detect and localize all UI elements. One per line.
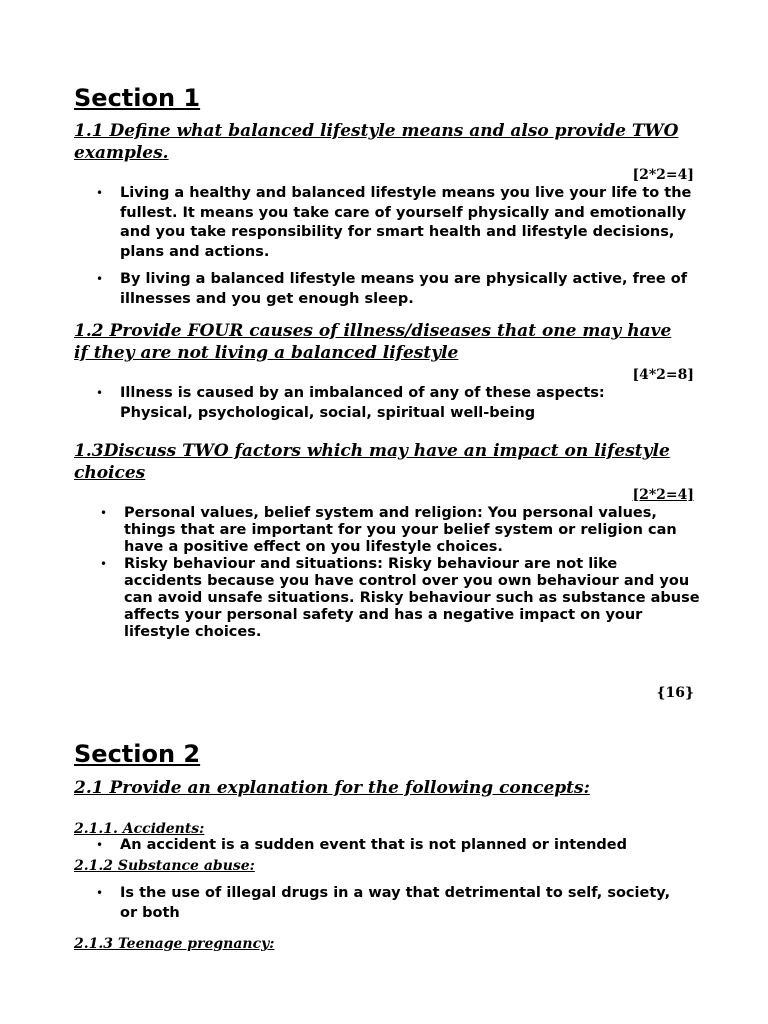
answer-list-2-1-2: [74, 884, 674, 923]
bullet-icon: •: [100, 506, 108, 520]
question-1-1-marks: [2*2=4]: [632, 167, 694, 183]
answer-list-1-3: [74, 505, 700, 641]
bullet-icon: •: [96, 386, 104, 400]
list-item: [74, 270, 700, 309]
question-1-2-marks: [4*2=8]: [632, 367, 694, 383]
list-item: [74, 505, 700, 556]
answer-text: By living a balanced lifestyle means you are physically active, free of illnesses and you get enough sleep.: [120, 271, 688, 307]
answer-text: Personal values, belief system and religion: You personal values, things that are important for you your belief system or religion can have a positive effect on you lifestyle choices.: [124, 505, 677, 555]
question-1-2: 1.2 Provide FOUR causes of illness/diseases that one may have if they are not living a balanced lifestyle: [74, 321, 672, 363]
question-1-3: 1.3Discuss TWO factors which may have an impact on lifestyle choices: [74, 441, 670, 483]
section-2-title: Section 2: [74, 740, 201, 768]
answer-text: An accident is a sudden event that is not planned or intended: [120, 837, 627, 853]
answer-text: Living a healthy and balanced lifestyle means you live your life to the fullest. It means you take care of yourself physically and emotionally and you take responsibility for smart health and lifestyle decisions, plans and actions.: [120, 185, 692, 260]
answer-list-2-1-1: [74, 836, 714, 856]
list-item: [74, 184, 700, 262]
section-1-title: Section 1: [74, 84, 201, 112]
question-2-1-2: 2.1.2 Substance abuse:: [74, 858, 255, 874]
answer-text: Risky behaviour and situations: Risky behaviour are not like accidents because you have control over you own behaviour and you can avoid unsafe situations. Risky behaviour such as substance abuse affects your personal safety and has a negative impact on your lifestyle choices.: [124, 556, 700, 640]
question-2-1-3: 2.1.3 Teenage pregnancy:: [74, 936, 275, 952]
answer-list-1-2: [74, 384, 674, 423]
question-1-3-marks: [2*2=4]: [632, 487, 694, 503]
bullet-icon: •: [96, 272, 104, 286]
answer-text: Illness is caused by an imbalanced of any of these aspects: Physical, psychological, social, spiritual well-being: [120, 385, 605, 421]
question-1-1: 1.1 Define what balanced lifestyle means and also provide TWO examples.: [74, 121, 679, 163]
section-1-total: {16}: [656, 685, 694, 701]
question-2-1-1: 2.1.1. Accidents:: [74, 821, 205, 837]
bullet-icon: •: [96, 838, 104, 852]
answer-text: Is the use of illegal drugs in a way that detrimental to self, society, or both: [120, 885, 671, 921]
list-item: [74, 836, 714, 856]
list-item: [74, 384, 674, 423]
answer-list-1-1: [74, 184, 700, 309]
bullet-icon: •: [96, 886, 104, 900]
list-item: [74, 556, 700, 641]
bullet-icon: •: [96, 186, 104, 200]
list-item: [74, 884, 674, 923]
question-2-1: 2.1 Provide an explanation for the following concepts:: [74, 778, 590, 798]
bullet-icon: •: [100, 557, 108, 571]
